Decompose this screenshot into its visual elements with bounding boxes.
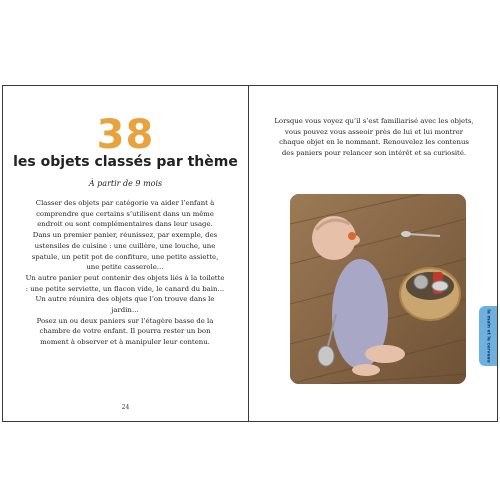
- baby-foot: [352, 364, 380, 376]
- paragraph: Un autre panier peut contenir des objets liés à la toilette : une petite serviette, un flacon vide, le canard du bain…: [25, 273, 225, 293]
- toy: [348, 232, 356, 240]
- paragraph: Posez un ou deux paniers sur l’étagère basse de la chambre de votre enfant. Il pourra rester un bon moment à observer et à manipuler leur contenu.: [36, 316, 214, 347]
- activity-title: les objets classés par thème: [13, 154, 238, 170]
- paragraph: Dans un premier panier, réunissez, par exemple, des ustensiles de cuisine : une cuillère, une louche, une spatule, un petit pot de confiture, une petite assiette, une petite casserole…: [31, 231, 219, 272]
- paragraph: Classer des objets par catégorie va aider l’enfant à comprendre que certains s’utilisent dans un même endroit ou sont complémentaires dans leur usage.: [35, 199, 215, 229]
- paragraph: Un autre réunira des objets que l’on trouve dans le jardin…: [35, 295, 215, 315]
- page-number: 24: [121, 404, 130, 411]
- right-page: [249, 86, 497, 421]
- section-tab[interactable]: [479, 306, 497, 366]
- baby-with-basket-illustration: [290, 194, 466, 384]
- left-page: [3, 86, 248, 421]
- section-tab-label: la main et le cerveau: [485, 309, 491, 363]
- activity-text: [25, 198, 225, 348]
- baby-leg: [365, 345, 405, 363]
- paragraph: Lorsque vous voyez qu’il s’est familiarisé avec les objets, vous pouvez vous asseoir près de lui et lui montrer chaque objet en le nommant. Renouvelez les contenus des paniers pour relancer son intérêt et sa curiosité.: [274, 117, 474, 158]
- activity-number: 38: [96, 112, 155, 158]
- ladle: [318, 346, 334, 366]
- age-label: À partir de 9 mois: [88, 179, 163, 188]
- book-spread: [2, 85, 498, 422]
- baby-photo: [290, 194, 466, 384]
- intro-text: [274, 116, 474, 159]
